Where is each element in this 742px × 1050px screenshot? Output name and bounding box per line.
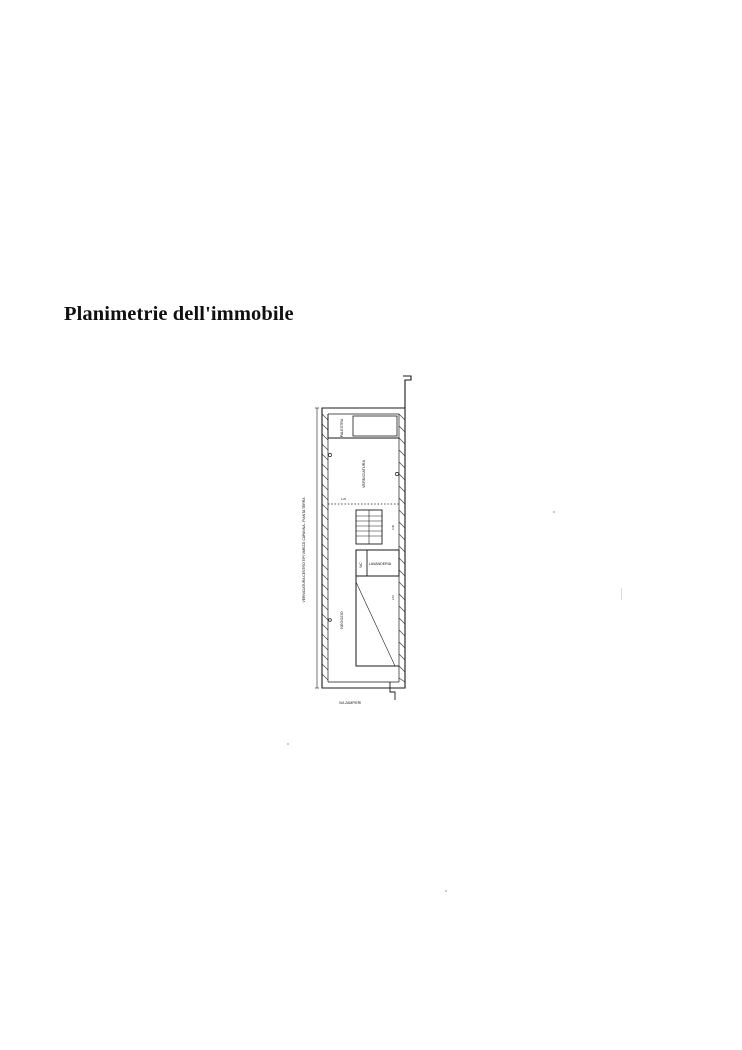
scale-mark: 2.10 <box>392 594 395 600</box>
room-label-verniciatura: VERNICIATURA <box>362 460 366 488</box>
negozio-diagonal <box>356 582 395 666</box>
scale-mark: 1.20 <box>341 498 347 501</box>
scale-mark: 3.40 <box>392 524 395 530</box>
floor-plan-svg <box>295 370 430 715</box>
page-speck <box>553 511 555 513</box>
negozio-partition <box>356 576 399 666</box>
floor-plan-drawing <box>295 370 430 715</box>
page-title: Planimetrie dell'immobile <box>64 303 294 325</box>
entrance-stub <box>390 682 395 700</box>
stair-treads <box>356 510 382 544</box>
room-label-lavanderia: LAVANDERIA <box>368 562 392 566</box>
dimension-ticks <box>315 408 319 688</box>
room-label-wc: WC <box>359 562 363 568</box>
page-speck <box>621 588 622 600</box>
room-label-palestra: PALESTRA <box>340 418 344 438</box>
wall-hatch-left <box>322 408 328 688</box>
palestra-inner-rect <box>353 416 397 436</box>
wall-hatch-right <box>399 414 405 682</box>
plan-bottom-note: VIA ZAMPIERI <box>338 701 362 705</box>
wall-stub-top-right <box>403 376 411 408</box>
page-speck <box>445 890 447 892</box>
building-outline <box>322 408 405 688</box>
plan-side-note: VERNICIATURA CENTRO TIPI VARIZZI CAPANNA - PIANTA TERRA <box>302 497 306 603</box>
page-speck <box>287 743 289 745</box>
partition-palestra <box>328 414 399 438</box>
room-label-negozio: NEGOZIO <box>340 611 344 629</box>
